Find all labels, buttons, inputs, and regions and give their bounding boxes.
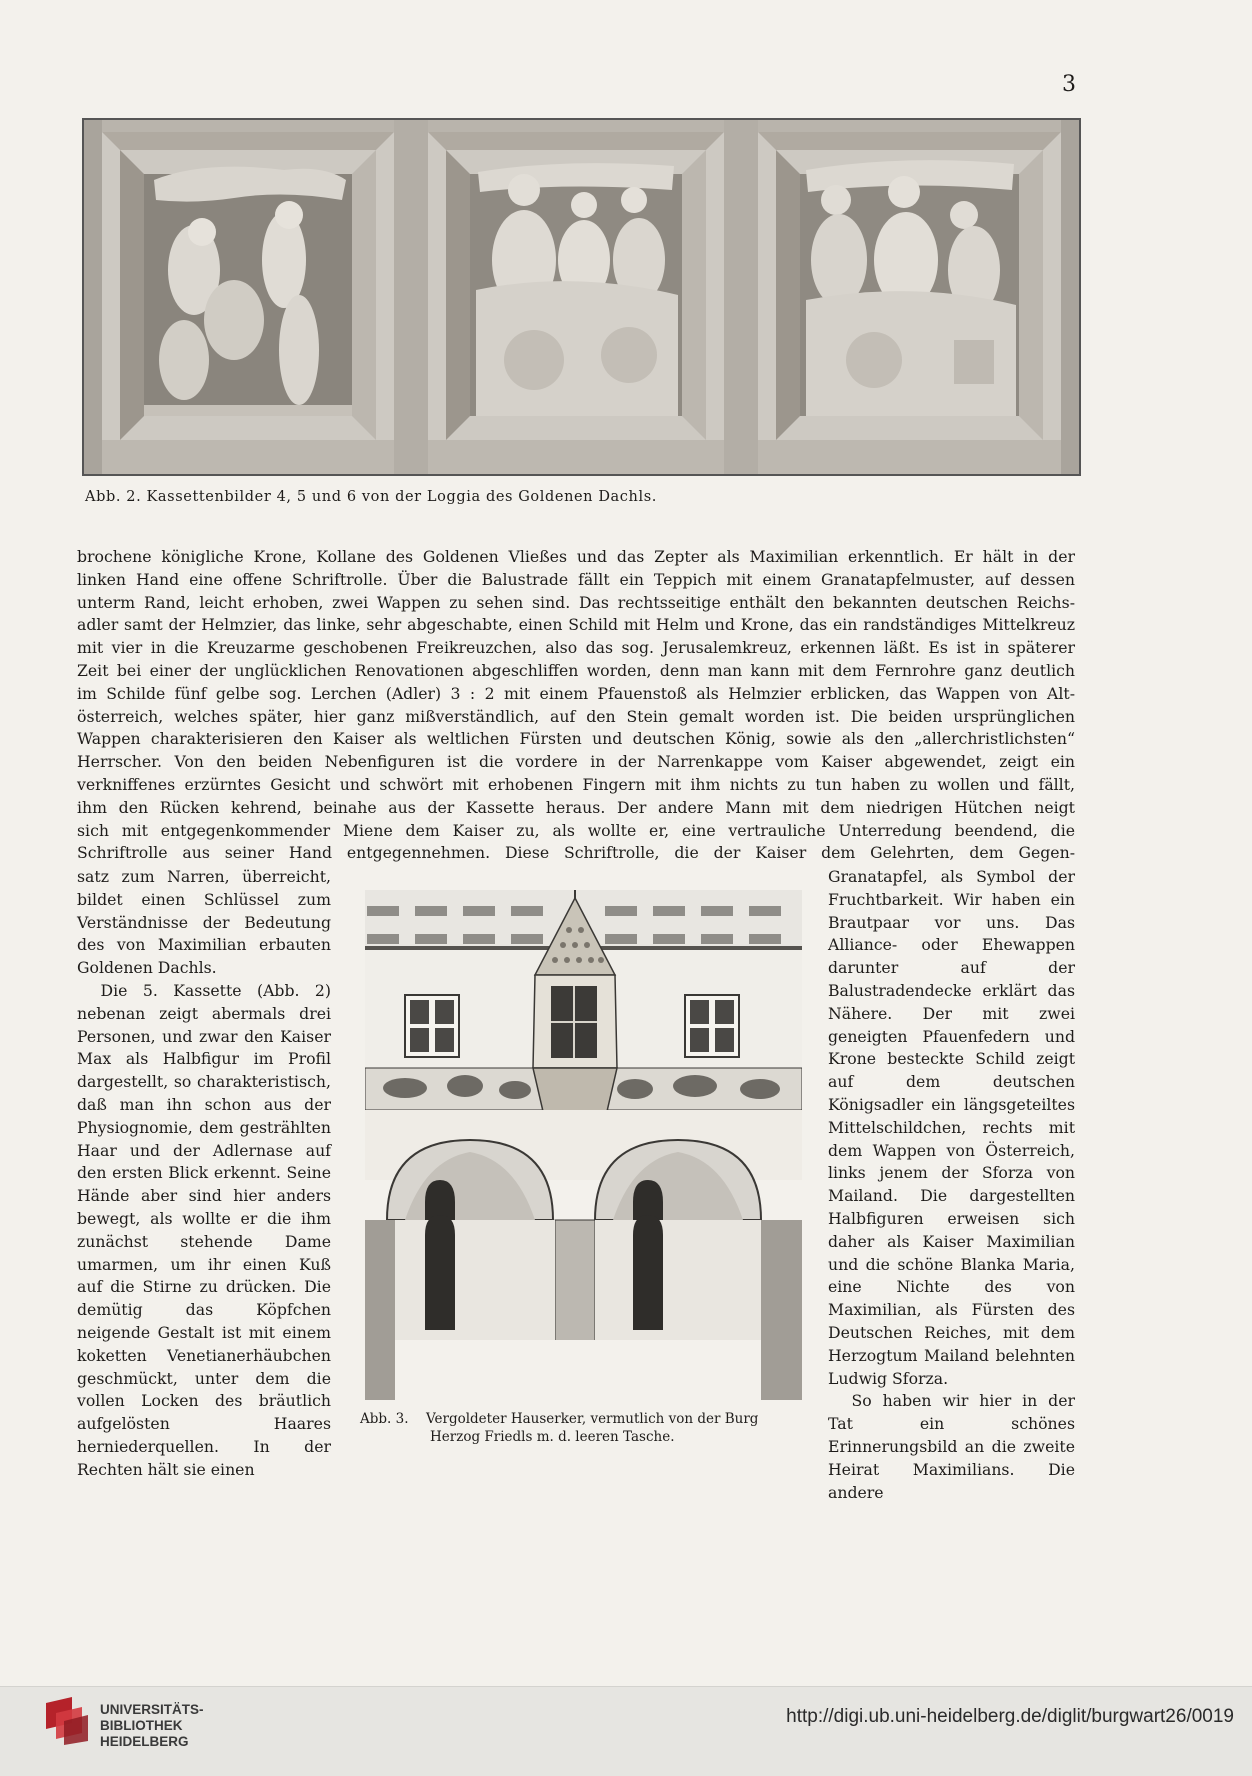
text-line: adler samt der Helmzier, das linke, sehr abgeschabte, einen Schild mit Helm und Krone, das ein randständiges Mittelkreuz (77, 615, 1075, 635)
library-logo-icon[interactable] (42, 1695, 92, 1749)
paragraph: Die 5. Kassette (Abb. 2) nebenan zeigt abermals drei Personen, und zwar den Kaiser Max als Halbfigur im Profil dargestellt, so charakteristisch, daß man ihn schon aus der Physiognomie, dem gestrählten Haar und der Adlernase auf den ersten Blick erkennt. Seine Hände aber sind hier anders bewegt, als wollte er die ihm zunächst stehende Dame umarmen, um ihr einen Kuß auf die Stirne zu drücken. Die demütig das Köpfchen neigende Gestalt ist mit einem koketten Venetianerhäubchen geschmückt, unter dem die vollen Locken des bräutlich aufgelösten Haares herniederquellen. In der Rechten hält sie einen (77, 980, 331, 1479)
body-left-column (77, 866, 331, 1482)
logo-line: BIBLIOTHEK (100, 1718, 183, 1733)
text-line: linken Hand eine offene Schriftrolle. Über die Balustrade fällt ein Teppich mit einem Granatapfelmuster, auf dessen (77, 569, 1075, 589)
text-line: ihm den Rücken kehrend, beinahe aus der Kassette heraus. Der andere Mann mit dem niedrigen Hütchen neigt (77, 797, 1075, 817)
text-line: Herrscher. Von den beiden Nebenfiguren ist die vordere in der Narrenkappe vom Kaiser abgewendet, zeigt ein (77, 752, 1075, 772)
figure3-caption-line1: Vergoldeter Hauserker, vermutlich von der Burg (426, 1411, 759, 1427)
text-line: Zeit bei einer der unglücklichen Renovationen abgeschliffen worden, denn man kann mit dem Fernrohre ganz deutlich (77, 660, 1075, 680)
text-line: sich mit entgegenkommender Miene dem Kaiser zu, als wollte er, eine vertrauliche Unterredung beendend, die (77, 820, 1075, 840)
figure3-caption (360, 1410, 810, 1446)
figure2-caption: Abb. 2. Kassettenbilder 4, 5 und 6 von der Loggia des Goldenen Dachls. (85, 489, 657, 505)
text-line: mit vier in die Kreuzarme geschobenen Freikreuzchen, also das sog. Jerusalemkreuz, erkennen läßt. Es ist in späterer (77, 638, 1075, 658)
figure-oriel-drawing (365, 890, 802, 1445)
text-line: unterm Rand, leicht erhoben, zwei Wappen zu sehen sind. Das rechtsseitige enthält den bekannten deutschen Reichs- (77, 592, 1075, 612)
logo-line: UNIVERSITÄTS- (100, 1702, 204, 1717)
figure3-label: Abb. 3. (360, 1411, 409, 1427)
text-line: im Schilde fünf gelbe sog. Lerchen (Adler) 3 : 2 mit einem Pfauenstoß als Helmzier erblicken, das Wappen von Alt- (77, 683, 1075, 703)
logo-line: HEIDELBERG (100, 1734, 189, 1749)
text-line: verkniffenes erzürntes Gesicht und schwört mit erhobenen Fingern mit ihm nichts zu tun haben zu wollen und fällt, (77, 774, 1075, 794)
figure-relief-panels (82, 118, 1081, 476)
source-url-link[interactable]: http://digi.ub.uni-heidelberg.de/diglit/burgwart26/0019 (786, 1706, 1234, 1727)
paragraph: Granatapfel, als Symbol der Fruchtbarkeit. Wir haben ein Brautpaar vor uns. Das Alliance- oder Ehewappen darunter auf der Balustradendecke erklärt das Nähere. Der mit zwei geneigten Pfauenfedern und Krone besteckte Schild zeigt auf dem deutschen Königsadler ein längsgeteiltes Mittelschildchen, rechts mit dem Wappen von Österreich, links jenem der Sforza von Mailand. Die dargestellten Halbfiguren erweisen sich daher als Kaiser Maximilian und die schöne Blanka Maria, eine Nichte des von Maximilian, als Fürsten des Deutschen Reiches, mit dem Herzogtum Mailand belehnten Ludwig Sforza. (828, 867, 1075, 1388)
paragraph: So haben wir hier in der Tat ein schönes Erinnerungsbild an die zweite Heirat Maximilians. Die andere (828, 1391, 1075, 1502)
body-full-width-text (77, 546, 1075, 865)
page-number: 3 (1062, 72, 1076, 97)
figure3-caption-line2: Herzog Friedls m. d. leeren Tasche. (430, 1429, 675, 1445)
text-line: brochene königliche Krone, Kollane des Goldenen Vließes und das Zepter als Maximilian erkenntlich. Er hält in der (77, 547, 1075, 566)
paragraph: satz zum Narren, überreicht, bildet einen Schlüssel zum Verständnisse der Bedeutung des von Maximilian erbauten Goldenen Dachls. (77, 867, 331, 978)
text-line: österreich, welches später, hier ganz mißverständlich, auf den Stein gemalt worden ist. Die beiden ursprünglichen (77, 706, 1075, 726)
text-line: Schriftrolle aus seiner Hand entgegennehmen. Diese Schriftrolle, die der Kaiser dem Gelehrten, dem Gegen- (77, 843, 1075, 863)
body-right-column (828, 866, 1075, 1504)
library-logo-text[interactable] (100, 1702, 204, 1750)
text-line: Wappen charakterisieren den Kaiser als weltlichen Fürsten und deutschen König, sowie als den „allerchristlichsten“ (77, 729, 1075, 749)
